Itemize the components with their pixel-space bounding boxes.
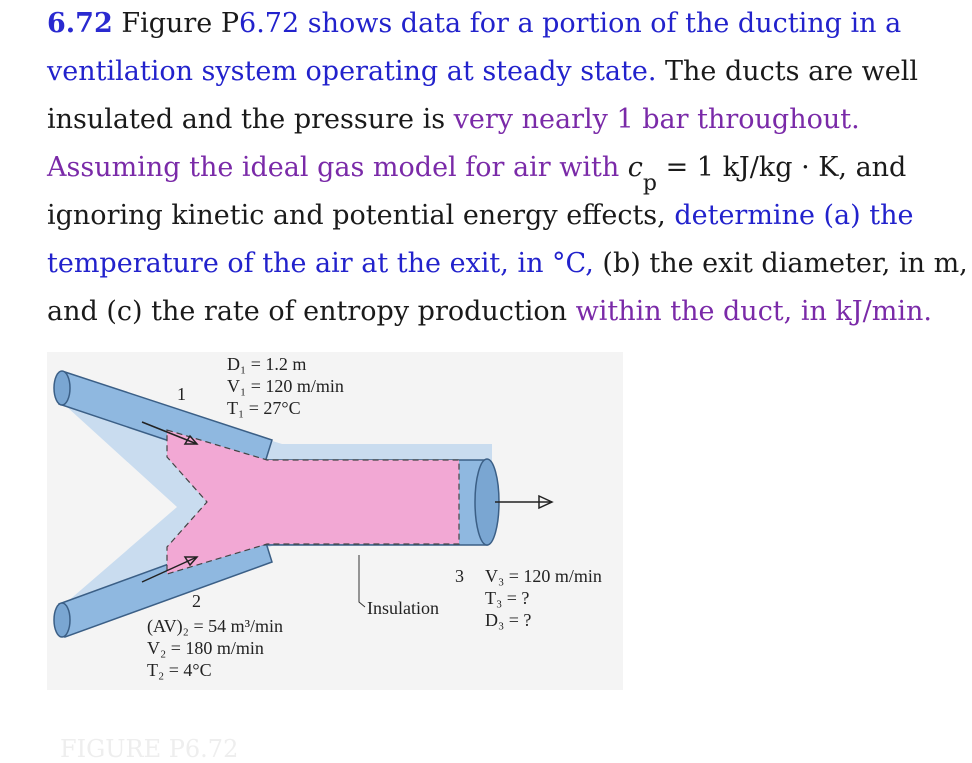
insulation-label: Insulation [367, 598, 439, 618]
figure-caption: FIGURE P6.72 [60, 735, 239, 763]
text-segment: within the duct, in kJ/min. [575, 296, 932, 327]
station-2-label: 2 [192, 591, 201, 611]
t3-label: T₃ = ? [485, 588, 530, 608]
cp-symbol: c [627, 152, 643, 183]
text-segment: (b) the exit diameter, in m, [602, 248, 968, 279]
t2-label: T₂ = 4°C [147, 660, 212, 680]
ducting-diagram [47, 352, 623, 690]
inlet-2-opening [54, 603, 70, 637]
insulation-leader-line [359, 555, 365, 607]
t1-label: T₁ = 27°C [227, 398, 301, 418]
problem-line-1 [47, 0, 947, 48]
text-segment: Figure P [121, 8, 240, 39]
text-segment: shows data for a portion of the ducting in a [299, 8, 902, 39]
cp-subscript: p [642, 171, 658, 196]
text-segment: = 1 kJ/kg · K, and [657, 152, 907, 183]
problem-line-4 [47, 144, 947, 196]
problem-line-3 [47, 96, 947, 144]
problem-line-2 [47, 48, 947, 96]
text-segment: and (c) the rate of entropy production [47, 296, 576, 327]
problem-number: 6.72 [47, 8, 113, 39]
problem-statement [47, 0, 968, 336]
text-segment: determine (a) the [674, 200, 914, 231]
av2-label: (AV)₂ = 54 m³/min [147, 616, 283, 636]
figure-reference: 6.72 [239, 8, 300, 39]
figure-p6-72 [47, 352, 623, 690]
text-segment: temperature of the air at the exit, in °C, [47, 248, 603, 279]
v2-label: V₂ = 180 m/min [147, 638, 264, 658]
text-segment: very nearly 1 bar throughout. [453, 104, 860, 135]
problem-line-5 [47, 192, 947, 240]
d1-label: D₁ = 1.2 m [227, 354, 307, 374]
text-segment: insulated and the pressure is [47, 104, 454, 135]
text-segment: ignoring kinetic and potential energy effects, [47, 200, 675, 231]
station-3-label: 3 [455, 566, 464, 586]
station-1-label: 1 [177, 384, 186, 404]
v1-label: V₁ = 120 m/min [227, 376, 344, 396]
text-segment: Assuming the ideal gas model for air with [47, 152, 628, 183]
problem-line-7 [47, 288, 947, 336]
problem-line-6 [47, 240, 968, 288]
text-segment: The ducts are well [665, 56, 918, 87]
v3-label: V₃ = 120 m/min [485, 566, 602, 586]
inlet-1-opening [54, 371, 70, 405]
text-segment: ventilation system operating at steady state. [47, 56, 666, 87]
d3-label: D₃ = ? [485, 610, 532, 630]
